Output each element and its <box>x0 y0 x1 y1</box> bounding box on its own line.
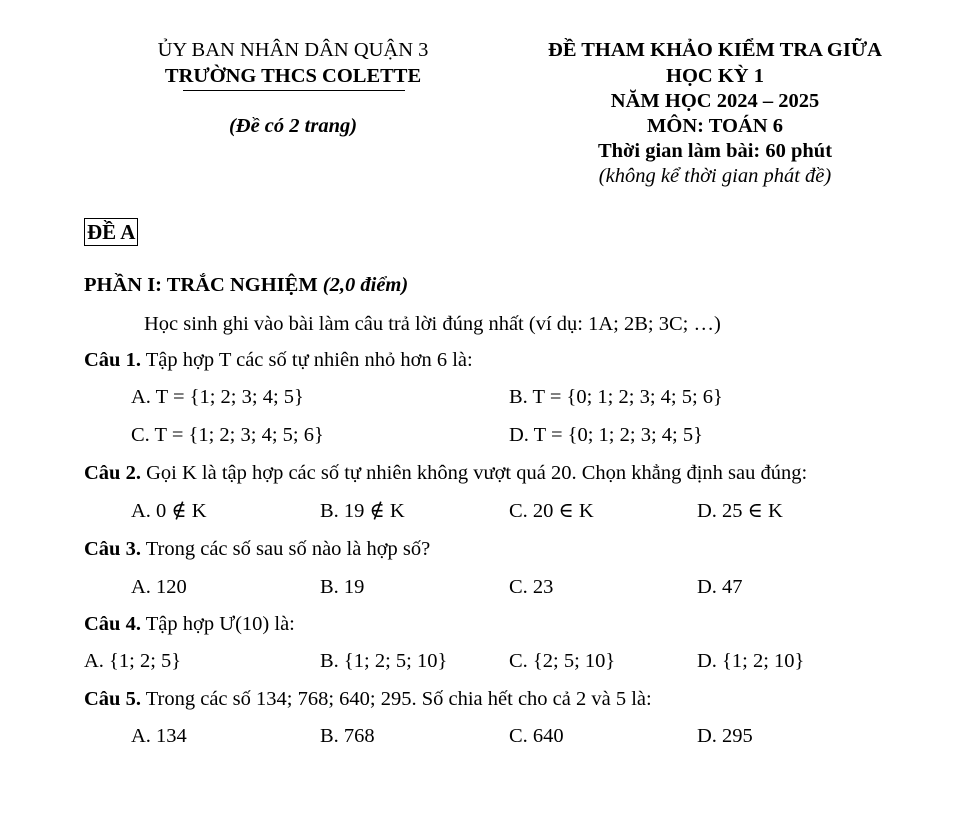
time-limit: Thời gian làm bài: 60 phút <box>597 140 833 162</box>
question-5 <box>84 687 652 711</box>
question-label: Câu 1. <box>84 349 141 371</box>
page-count-note: (Đề có 2 trang) <box>228 115 358 137</box>
q2-option-d: D. 25 ∈ K <box>697 500 783 522</box>
part1-instruction: Học sinh ghi vào bài làm câu trả lời đúng nhất (ví dụ: 1A; 2B; 3C; …) <box>144 313 721 335</box>
q4-option-d: D. {1; 2; 10} <box>697 650 805 672</box>
q1-option-a: A. T = {1; 2; 3; 4; 5} <box>131 386 304 408</box>
q4-option-c: C. {2; 5; 10} <box>509 650 616 672</box>
q5-option-b: B. 768 <box>320 725 375 747</box>
q1-option-b: B. T = {0; 1; 2; 3; 4; 5; 6} <box>509 386 723 408</box>
exam-code-box: ĐỀ A <box>84 218 138 246</box>
part1-title: PHẦN I: TRẮC NGHIỆM <box>84 274 318 296</box>
question-label: Câu 3. <box>84 538 141 560</box>
question-text: Tập hợp T các số tự nhiên nhỏ hơn 6 là: <box>145 349 473 371</box>
q3-option-c: C. 23 <box>509 576 554 598</box>
part1-heading <box>84 273 408 297</box>
district-name: ỦY BAN NHÂN DÂN QUẬN 3 <box>157 39 429 61</box>
question-4 <box>84 612 295 636</box>
school-name: TRƯỜNG THCS COLETTE <box>164 65 422 87</box>
header-divider <box>183 90 405 91</box>
question-text: Gọi K là tập hợp các số tự nhiên không vượt quá 20. Chọn khẳng định sau đúng: <box>146 462 808 484</box>
exam-term: HỌC KỲ 1 <box>666 65 764 87</box>
q3-option-b: B. 19 <box>320 576 365 598</box>
q3-option-a: A. 120 <box>131 576 187 598</box>
q2-option-b: B. 19 ∉ K <box>320 500 405 522</box>
question-text: Trong các số 134; 768; 640; 295. Số chia hết cho cả 2 và 5 là: <box>145 688 652 710</box>
q5-option-a: A. 134 <box>131 725 187 747</box>
q5-option-d: D. 295 <box>697 725 753 747</box>
q3-option-d: D. 47 <box>697 576 743 598</box>
school-year: NĂM HỌC 2024 – 2025 <box>610 90 820 112</box>
question-1 <box>84 348 473 372</box>
question-label: Câu 4. <box>84 613 141 635</box>
q1-option-d: D. T = {0; 1; 2; 3; 4; 5} <box>509 424 703 446</box>
time-note: (không kể thời gian phát đề) <box>598 165 832 187</box>
q4-option-a: A. {1; 2; 5} <box>84 650 182 672</box>
question-2 <box>84 461 807 485</box>
question-text: Tập hợp Ư(10) là: <box>145 613 295 635</box>
exam-title: ĐỀ THAM KHẢO KIỂM TRA GIỮA <box>548 39 882 61</box>
q1-option-c: C. T = {1; 2; 3; 4; 5; 6} <box>131 424 324 446</box>
question-text: Trong các số sau số nào là hợp số? <box>145 538 431 560</box>
q4-option-b: B. {1; 2; 5; 10} <box>320 650 448 672</box>
q2-option-c: C. 20 ∈ K <box>509 500 594 522</box>
q2-option-a: A. 0 ∉ K <box>131 500 207 522</box>
part1-points: (2,0 điểm) <box>322 274 409 296</box>
question-label: Câu 5. <box>84 688 141 710</box>
q5-option-c: C. 640 <box>509 725 564 747</box>
question-label: Câu 2. <box>84 462 141 484</box>
subject: MÔN: TOÁN 6 <box>647 115 783 137</box>
question-3 <box>84 537 430 561</box>
